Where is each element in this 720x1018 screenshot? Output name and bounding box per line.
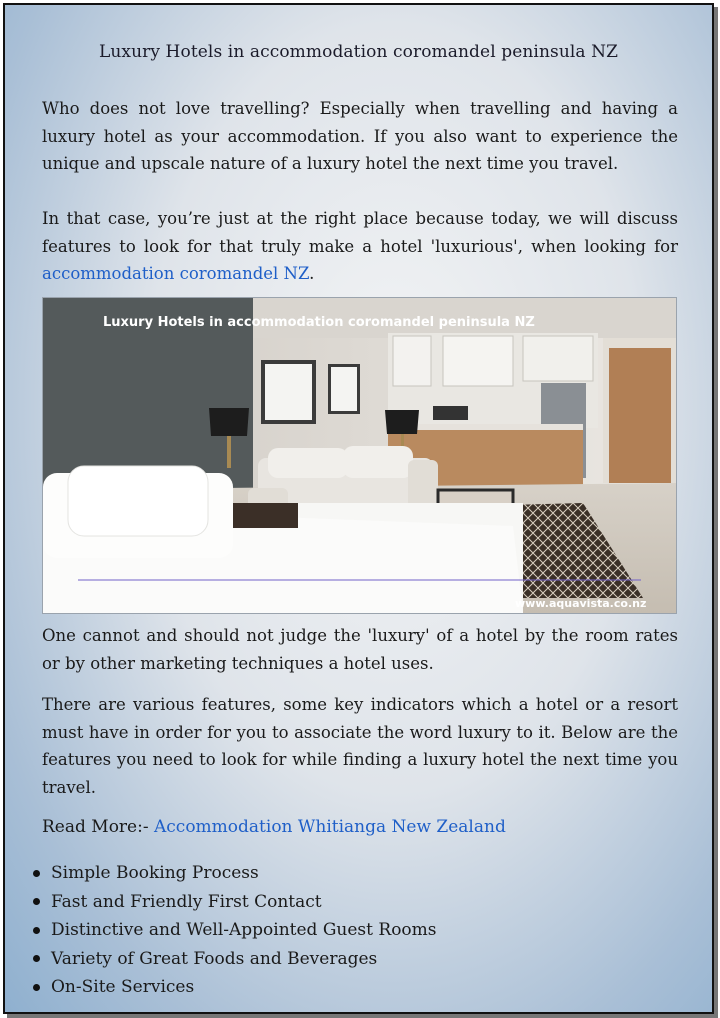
hotel-room-photo: [42, 297, 677, 614]
document-page: [3, 3, 714, 1014]
bullet-icon: [33, 870, 40, 877]
accommodation-coromandel-link[interactable]: accommodation coromandel NZ: [42, 264, 310, 283]
list-item: [29, 859, 437, 888]
list-item: [29, 945, 437, 974]
photo-caption: Luxury Hotels in accommodation coromandel peninsula NZ: [103, 315, 535, 330]
bullet-icon: [33, 898, 40, 905]
page-title: Luxury Hotels in accommodation coromandel peninsula NZ: [98, 42, 619, 62]
intro-period: .: [309, 264, 315, 283]
list-item-text: Variety of Great Foods and Beverages: [51, 948, 378, 969]
list-item: [29, 973, 437, 1002]
bullet-icon: [33, 955, 40, 962]
list-item: [29, 888, 437, 917]
read-more-label: Read More:-: [42, 817, 154, 837]
list-item-text: Distinctive and Well-Appointed Guest Rooms: [51, 920, 437, 940]
bullet-icon: [33, 984, 40, 991]
intro-paragraph-1: Who does not love travelling? Especially when travelling and having a luxury hotel as your accommodation. If you also want to experience the unique and upscale nature of a luxury hotel the next time you travel.: [42, 99, 678, 173]
intro-paragraph-2: [42, 205, 678, 288]
list-item-text: Fast and Friendly First Contact: [51, 891, 322, 912]
paragraph-room-rates: One cannot and should not judge the 'luxury' of a hotel by the room rates or by other marketing techniques a hotel uses.: [42, 626, 678, 673]
bullet-icon: [33, 927, 40, 934]
list-item: [29, 916, 437, 945]
list-item-text: On-Site Services: [51, 977, 195, 997]
read-more: [42, 817, 506, 837]
feature-list: [29, 859, 437, 1002]
list-item-text: Simple Booking Process: [51, 863, 259, 883]
read-more-link[interactable]: Accommodation Whitianga New Zealand: [154, 817, 506, 837]
photo-watermark: www.aquavista.co.nz: [515, 597, 647, 610]
paragraph-features: There are various features, some key indicators which a hotel or a resort must have in order for you to associate the word luxury to it. Below are the features you need to look for while finding a luxury hotel the next time you travel.: [42, 695, 678, 797]
intro-text: In that case, you’re just at the right place because today, we will discuss features to look for that truly make a hotel 'luxurious', when looking for: [42, 209, 678, 256]
